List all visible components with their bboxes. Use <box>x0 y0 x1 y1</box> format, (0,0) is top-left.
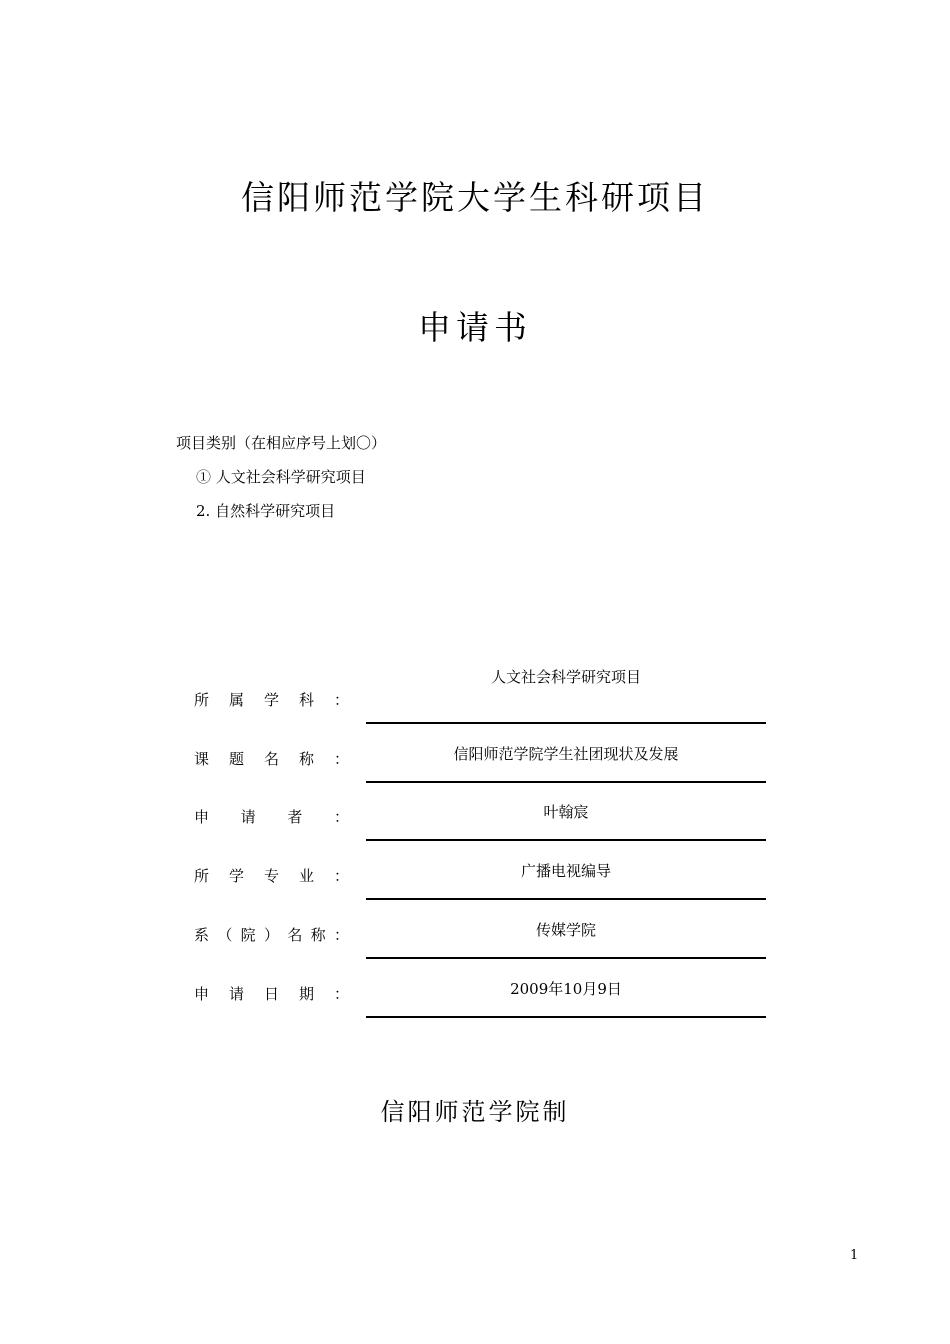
label-char: 期 <box>298 985 314 1003</box>
label-char: 名 <box>263 750 279 768</box>
document-title: 信阳师范学院大学生科研项目 <box>241 178 709 217</box>
label-char: 者 <box>287 808 303 826</box>
label-char: ： <box>333 926 349 944</box>
form-label-major <box>194 865 349 886</box>
label-char: 学 <box>228 867 244 885</box>
label-char: 称 <box>310 926 326 944</box>
form-row-date <box>194 960 766 1018</box>
form-value-date: 2009年10月9日 <box>510 980 622 998</box>
label-char: 院 <box>240 926 256 944</box>
label-char: 课 <box>194 750 210 768</box>
issuing-organization: 信阳师范学院制 <box>380 1098 570 1126</box>
form-row-topic <box>194 725 766 783</box>
form-underline <box>366 957 766 959</box>
form-label-department <box>194 924 349 945</box>
project-category-heading: 项目类别（在相应序号上划〇） <box>176 434 387 452</box>
label-char: 业 <box>298 867 314 885</box>
form-value-topic: 信阳师范学院学生社团现状及发展 <box>453 745 679 763</box>
label-char: （ <box>217 926 233 944</box>
label-char: ： <box>333 867 349 885</box>
category-option-humanities: ① 人文社会科学研究项目 <box>196 468 366 486</box>
label-char: 专 <box>263 867 279 885</box>
label-char: 系 <box>194 926 210 944</box>
label-char: 学 <box>263 691 279 709</box>
page-number: 1 <box>850 1248 859 1263</box>
form-value-department: 传媒学院 <box>535 921 596 939</box>
form-underline <box>366 898 766 900</box>
label-char: 称 <box>298 750 314 768</box>
label-char: ： <box>333 985 349 1003</box>
form-value-applicant: 叶翰宸 <box>543 803 589 821</box>
form-row-department <box>194 901 766 959</box>
form-row-applicant <box>194 783 766 841</box>
label-char: ： <box>333 808 349 826</box>
label-char: ） <box>263 926 279 944</box>
label-char: 请 <box>228 985 244 1003</box>
form-row-discipline <box>194 666 766 724</box>
form-label-topic <box>194 748 349 769</box>
label-char: 题 <box>228 750 244 768</box>
label-char: 申 <box>194 808 210 826</box>
form-label-applicant <box>194 806 349 827</box>
form-label-date <box>194 983 349 1004</box>
form-underline <box>366 839 766 841</box>
form-underline <box>366 1016 766 1018</box>
form-value-major: 广播电视编导 <box>520 862 611 880</box>
label-char: 科 <box>298 691 314 709</box>
form-row-major <box>194 842 766 900</box>
label-char: 所 <box>194 867 210 885</box>
label-char: ： <box>333 691 349 709</box>
form-label-discipline <box>194 689 349 710</box>
label-char: 名 <box>287 926 303 944</box>
document-subtitle: 申请书 <box>418 308 532 347</box>
label-char: 属 <box>228 691 244 709</box>
category-option-natural-science: 2. 自然科学研究项目 <box>196 502 336 520</box>
label-char: 请 <box>240 808 256 826</box>
label-char: 所 <box>194 691 210 709</box>
label-char: 申 <box>194 985 210 1003</box>
form-underline <box>366 722 766 724</box>
label-char: 日 <box>263 985 279 1003</box>
project-category-section <box>176 426 386 528</box>
label-char: ： <box>333 750 349 768</box>
form-value-discipline: 人文社会科学研究项目 <box>490 668 641 686</box>
